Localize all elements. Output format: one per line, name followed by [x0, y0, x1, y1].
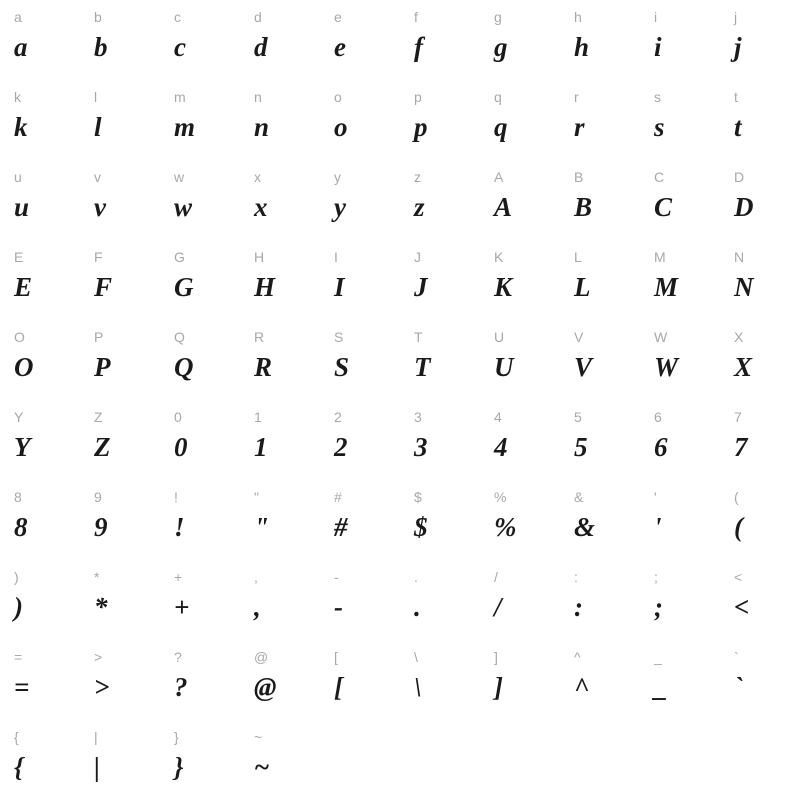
glyph-sample: z — [414, 192, 425, 222]
glyph-sample: _ — [654, 672, 668, 702]
glyph-cell[interactable] — [648, 168, 728, 248]
glyph-code-label: u — [14, 169, 22, 185]
glyph-cell[interactable] — [248, 328, 328, 408]
glyph-cell[interactable] — [88, 248, 168, 328]
glyph-code-label: \ — [414, 649, 419, 665]
glyph-code-label: " — [254, 489, 260, 505]
glyph-cell[interactable] — [648, 8, 728, 88]
glyph-sample: { — [14, 752, 24, 782]
glyph-cell[interactable] — [248, 648, 328, 728]
glyph-cell[interactable] — [568, 408, 648, 488]
glyph-cell[interactable] — [408, 488, 488, 568]
glyph-code-label: Y — [14, 409, 24, 425]
glyph-sample: - — [334, 592, 343, 622]
glyph-code-label: a — [14, 9, 22, 25]
glyph-sample: ( — [734, 512, 743, 542]
glyph-code-label: R — [254, 329, 265, 345]
glyph-code-label: m — [174, 89, 186, 105]
glyph-code-label: E — [14, 249, 24, 265]
glyph-cell[interactable] — [8, 728, 88, 808]
glyph-sample: " — [254, 512, 269, 542]
glyph-sample: 6 — [654, 432, 668, 462]
glyph-sample: q — [494, 112, 508, 142]
glyph-code-label: J — [414, 249, 422, 265]
glyph-cell[interactable] — [408, 8, 488, 88]
glyph-code-label: W — [654, 329, 668, 345]
glyph-code-label: l — [94, 89, 98, 105]
glyph-cell[interactable] — [8, 568, 88, 648]
glyph-sample: K — [494, 272, 513, 302]
glyph-code-label: ~ — [254, 729, 263, 745]
glyph-code-label: I — [334, 249, 339, 265]
glyph-sample: : — [574, 592, 583, 622]
glyph-code-label: ^ — [574, 649, 581, 665]
glyph-cell[interactable] — [248, 408, 328, 488]
glyph-cell[interactable] — [328, 8, 408, 88]
glyph-code-label: / — [494, 569, 499, 585]
glyph-cell[interactable] — [728, 168, 800, 248]
glyph-cell[interactable] — [248, 248, 328, 328]
glyph-sample: ] — [494, 672, 503, 702]
glyph-code-label: ] — [494, 649, 499, 665]
glyph-sample: r — [574, 112, 585, 142]
glyph-code-label: B — [574, 169, 584, 185]
glyph-cell[interactable] — [8, 328, 88, 408]
glyph-code-label: N — [734, 249, 745, 265]
glyph-sample: e — [334, 32, 346, 62]
glyph-code-label: , — [254, 569, 259, 585]
glyph-cell[interactable] — [168, 328, 248, 408]
glyph-code-label: > — [94, 649, 103, 665]
glyph-sample: U — [494, 352, 514, 382]
glyph-cell[interactable] — [648, 568, 728, 648]
glyph-cell[interactable] — [168, 568, 248, 648]
glyph-cell[interactable] — [648, 408, 728, 488]
glyph-code-label: h — [574, 9, 582, 25]
glyph-code-label: ? — [174, 649, 182, 665]
glyph-cell[interactable] — [88, 88, 168, 168]
glyph-code-label: L — [574, 249, 582, 265]
glyph-code-label: 4 — [494, 409, 502, 425]
glyph-cell[interactable] — [88, 328, 168, 408]
glyph-code-label: x — [254, 169, 262, 185]
glyph-code-label: c — [174, 9, 182, 25]
glyph-code-label: } — [174, 729, 179, 745]
glyph-code-label: F — [94, 249, 103, 265]
glyph-cell[interactable] — [488, 168, 568, 248]
glyph-cell[interactable] — [88, 488, 168, 568]
glyph-cell[interactable] — [488, 248, 568, 328]
glyph-sample: } — [174, 752, 184, 782]
glyph-sample: R — [254, 352, 273, 382]
glyph-sample: W — [654, 352, 679, 382]
glyph-cell[interactable] — [8, 648, 88, 728]
glyph-cell[interactable] — [408, 568, 488, 648]
glyph-sample: v — [94, 192, 106, 222]
glyph-cell[interactable] — [728, 488, 800, 568]
glyph-code-label: y — [334, 169, 342, 185]
glyph-sample: H — [254, 272, 276, 302]
glyph-sample: $ — [414, 512, 428, 542]
glyph-code-label: e — [334, 9, 342, 25]
glyph-sample: 4 — [494, 432, 508, 462]
glyph-code-label: A — [494, 169, 504, 185]
glyph-sample: h — [574, 32, 590, 62]
glyph-cell[interactable] — [488, 648, 568, 728]
glyph-code-label: * — [94, 569, 100, 585]
glyph-sample: u — [14, 192, 30, 222]
glyph-sample: S — [334, 352, 350, 382]
glyph-sample: = — [14, 672, 30, 702]
glyph-cell[interactable] — [408, 648, 488, 728]
glyph-code-label: < — [734, 569, 743, 585]
glyph-sample: N — [734, 272, 754, 302]
glyph-sample: ` — [734, 672, 743, 702]
glyph-sample: J — [414, 272, 428, 302]
glyph-cell[interactable] — [168, 168, 248, 248]
glyph-code-label: 6 — [654, 409, 662, 425]
glyph-code-label: n — [254, 89, 262, 105]
glyph-code-label: ) — [14, 569, 19, 585]
glyph-sample: 7 — [734, 432, 748, 462]
glyph-cell[interactable] — [488, 328, 568, 408]
glyph-cell[interactable] — [328, 328, 408, 408]
glyph-cell[interactable] — [568, 328, 648, 408]
glyph-sample: ' — [654, 512, 662, 542]
glyph-cell[interactable] — [728, 8, 800, 88]
glyph-code-label: f — [414, 9, 419, 25]
glyph-code-label: ; — [654, 569, 659, 585]
glyph-cell[interactable] — [568, 168, 648, 248]
glyph-cell[interactable] — [328, 168, 408, 248]
glyph-code-label: . — [414, 569, 419, 585]
glyph-code-label: o — [334, 89, 342, 105]
glyph-code-label: 3 — [414, 409, 422, 425]
glyph-cell[interactable] — [408, 328, 488, 408]
glyph-cell[interactable] — [728, 568, 800, 648]
glyph-code-label: 5 — [574, 409, 582, 425]
glyph-cell[interactable] — [728, 88, 800, 168]
glyph-cell[interactable] — [328, 248, 408, 328]
glyph-sample: c — [174, 32, 186, 62]
glyph-cell[interactable] — [88, 728, 168, 808]
glyph-sample: n — [254, 112, 270, 142]
glyph-cell[interactable] — [488, 408, 568, 488]
glyph-code-label: V — [574, 329, 584, 345]
glyph-code-label: q — [494, 89, 502, 105]
glyph-sample: T — [414, 352, 431, 382]
glyph-cell[interactable] — [328, 88, 408, 168]
glyph-sample: + — [174, 592, 190, 622]
glyph-sample: g — [494, 32, 508, 62]
glyph-cell[interactable] — [728, 328, 800, 408]
glyph-cell[interactable] — [328, 488, 408, 568]
glyph-sample: * — [94, 592, 108, 622]
glyph-sample: I — [334, 272, 345, 302]
glyph-cell[interactable] — [648, 248, 728, 328]
glyph-sample: C — [654, 192, 673, 222]
glyph-cell[interactable] — [648, 648, 728, 728]
glyph-sample: Z — [94, 432, 111, 462]
glyph-cell[interactable] — [408, 248, 488, 328]
glyph-code-label: ` — [734, 649, 739, 665]
glyph-cell[interactable] — [168, 248, 248, 328]
glyph-cell[interactable] — [408, 408, 488, 488]
glyph-code-label: % — [494, 489, 507, 505]
glyph-sample: [ — [334, 672, 343, 702]
glyph-sample: 2 — [334, 432, 348, 462]
glyph-cell[interactable] — [8, 168, 88, 248]
glyph-cell[interactable] — [568, 568, 648, 648]
glyph-sample: a — [14, 32, 28, 62]
glyph-sample: j — [734, 32, 742, 62]
glyph-code-label: # — [334, 489, 342, 505]
glyph-cell[interactable] — [8, 8, 88, 88]
glyph-sample: y — [334, 192, 346, 222]
glyph-code-label: : — [574, 569, 579, 585]
glyph-code-label: z — [414, 169, 422, 185]
glyph-code-label: ' — [654, 489, 657, 505]
glyph-cell[interactable] — [568, 8, 648, 88]
glyph-code-label: k — [14, 89, 22, 105]
glyph-cell[interactable] — [728, 648, 800, 728]
glyph-code-label: & — [574, 489, 584, 505]
glyph-sample: k — [14, 112, 28, 142]
glyph-code-label: D — [734, 169, 745, 185]
glyph-code-label: X — [734, 329, 744, 345]
glyph-code-label: = — [14, 649, 23, 665]
glyph-code-label: + — [174, 569, 183, 585]
glyph-code-label: j — [734, 9, 738, 25]
glyph-sample: ? — [174, 672, 188, 702]
glyph-cell[interactable] — [8, 88, 88, 168]
glyph-cell[interactable] — [408, 168, 488, 248]
glyph-sample: b — [94, 32, 108, 62]
glyph-sample: M — [654, 272, 679, 302]
glyph-code-label: - — [334, 569, 339, 585]
glyph-cell[interactable] — [88, 648, 168, 728]
glyph-code-label: G — [174, 249, 186, 265]
glyph-code-label: v — [94, 169, 102, 185]
glyph-code-label: b — [94, 9, 102, 25]
glyph-cell[interactable] — [568, 248, 648, 328]
glyph-code-label: _ — [654, 649, 662, 665]
glyph-sample: Q — [174, 352, 194, 382]
glyph-code-label: | — [94, 729, 98, 745]
glyph-cell[interactable] — [408, 88, 488, 168]
glyph-cell[interactable] — [648, 328, 728, 408]
glyph-code-label: H — [254, 249, 265, 265]
glyph-sample: ) — [14, 592, 23, 622]
glyph-cell[interactable] — [648, 88, 728, 168]
glyph-code-label: 7 — [734, 409, 742, 425]
glyph-sample: P — [94, 352, 111, 382]
glyph-cell[interactable] — [168, 88, 248, 168]
glyph-cell[interactable] — [88, 408, 168, 488]
glyph-cell[interactable] — [568, 88, 648, 168]
glyph-sample: L — [574, 272, 591, 302]
glyph-cell[interactable] — [88, 168, 168, 248]
glyph-cell[interactable] — [488, 488, 568, 568]
glyph-cell[interactable] — [248, 568, 328, 648]
glyph-sample: > — [94, 672, 110, 702]
glyph-sample: / — [494, 592, 502, 622]
glyph-code-label: p — [414, 89, 422, 105]
glyph-code-label: M — [654, 249, 666, 265]
glyph-sample: 9 — [94, 512, 108, 542]
glyph-cell[interactable] — [488, 568, 568, 648]
glyph-code-label: s — [654, 89, 662, 105]
glyph-sample: @ — [254, 672, 277, 702]
glyph-code-label: 2 — [334, 409, 342, 425]
glyph-code-label: ( — [734, 489, 739, 505]
glyph-code-label: ! — [174, 489, 179, 505]
glyph-cell[interactable] — [168, 8, 248, 88]
glyph-code-label: @ — [254, 649, 269, 665]
glyph-code-label: r — [574, 89, 579, 105]
glyph-cell[interactable] — [248, 168, 328, 248]
glyph-code-label: K — [494, 249, 504, 265]
glyph-sample: x — [254, 192, 268, 222]
glyph-sample: ! — [174, 512, 185, 542]
glyph-sample: d — [254, 32, 268, 62]
glyph-code-label: t — [734, 89, 739, 105]
glyph-code-label: d — [254, 9, 262, 25]
glyph-cell[interactable] — [168, 408, 248, 488]
glyph-sample: ^ — [574, 672, 590, 702]
glyph-sample: ; — [654, 592, 663, 622]
glyph-sample: \ — [414, 672, 422, 702]
glyph-cell[interactable] — [168, 648, 248, 728]
glyph-sample: 3 — [414, 432, 428, 462]
glyph-code-label: [ — [334, 649, 339, 665]
glyph-code-label: 9 — [94, 489, 102, 505]
glyph-sample: ~ — [254, 752, 270, 782]
glyph-sample: V — [574, 352, 593, 382]
glyph-code-label: Q — [174, 329, 186, 345]
glyph-cell[interactable] — [648, 488, 728, 568]
glyph-sample: | — [94, 752, 100, 782]
glyph-cell[interactable] — [8, 408, 88, 488]
glyph-code-label: S — [334, 329, 344, 345]
glyph-sample: i — [654, 32, 662, 62]
glyph-sample: . — [414, 592, 421, 622]
glyph-cell[interactable] — [328, 568, 408, 648]
glyph-cell[interactable] — [168, 728, 248, 808]
glyph-sample: # — [334, 512, 348, 542]
glyph-code-label: P — [94, 329, 104, 345]
glyph-sample: s — [654, 112, 665, 142]
glyph-sample: m — [174, 112, 196, 142]
glyph-sample: 0 — [174, 432, 188, 462]
glyph-cell[interactable] — [248, 488, 328, 568]
glyph-code-label: w — [174, 169, 185, 185]
glyph-code-label: i — [654, 9, 658, 25]
glyph-sample: , — [254, 592, 261, 622]
glyph-code-label: { — [14, 729, 19, 745]
glyph-sample: & — [574, 512, 596, 542]
glyph-cell[interactable] — [248, 728, 328, 808]
glyph-cell[interactable] — [168, 488, 248, 568]
glyph-cell[interactable] — [248, 8, 328, 88]
glyph-cell[interactable] — [568, 648, 648, 728]
glyph-code-label: C — [654, 169, 665, 185]
glyph-cell[interactable] — [328, 408, 408, 488]
glyph-code-label: O — [14, 329, 26, 345]
glyph-code-label: g — [494, 9, 502, 25]
glyph-sample: o — [334, 112, 348, 142]
glyph-sample: l — [94, 112, 102, 142]
glyph-sample: E — [14, 272, 33, 302]
glyph-cell[interactable] — [568, 488, 648, 568]
glyph-sample: 5 — [574, 432, 588, 462]
glyph-code-label: 8 — [14, 489, 22, 505]
glyph-sample: 8 — [14, 512, 28, 542]
glyph-sample: Y — [14, 432, 31, 462]
glyph-code-label: 1 — [254, 409, 262, 425]
glyph-code-label: U — [494, 329, 505, 345]
glyph-sample: w — [174, 192, 193, 222]
glyph-cell[interactable] — [488, 8, 568, 88]
glyph-sample: X — [734, 352, 753, 382]
glyph-sample: < — [734, 592, 750, 622]
glyph-sample: 1 — [254, 432, 268, 462]
glyph-cell[interactable] — [8, 488, 88, 568]
glyph-cell[interactable] — [8, 248, 88, 328]
glyph-code-label: Z — [94, 409, 103, 425]
glyph-sample: t — [734, 112, 742, 142]
glyph-sample: G — [174, 272, 194, 302]
glyph-sample: B — [574, 192, 593, 222]
glyph-sample: O — [14, 352, 34, 382]
glyph-cell[interactable] — [88, 568, 168, 648]
glyph-sample: % — [494, 512, 517, 542]
glyph-sample: A — [494, 192, 513, 222]
glyph-sample: F — [94, 272, 113, 302]
glyph-sample: p — [414, 112, 428, 142]
glyph-code-label: $ — [414, 489, 422, 505]
glyph-cell[interactable] — [88, 8, 168, 88]
glyph-code-label: 0 — [174, 409, 182, 425]
glyph-code-label: T — [414, 329, 423, 345]
glyph-cell[interactable] — [728, 408, 800, 488]
glyph-sample: f — [414, 32, 423, 62]
glyph-cell[interactable] — [728, 248, 800, 328]
glyph-cell[interactable] — [488, 88, 568, 168]
glyph-cell[interactable] — [248, 88, 328, 168]
glyph-cell[interactable] — [328, 648, 408, 728]
glyph-sample: D — [734, 192, 754, 222]
